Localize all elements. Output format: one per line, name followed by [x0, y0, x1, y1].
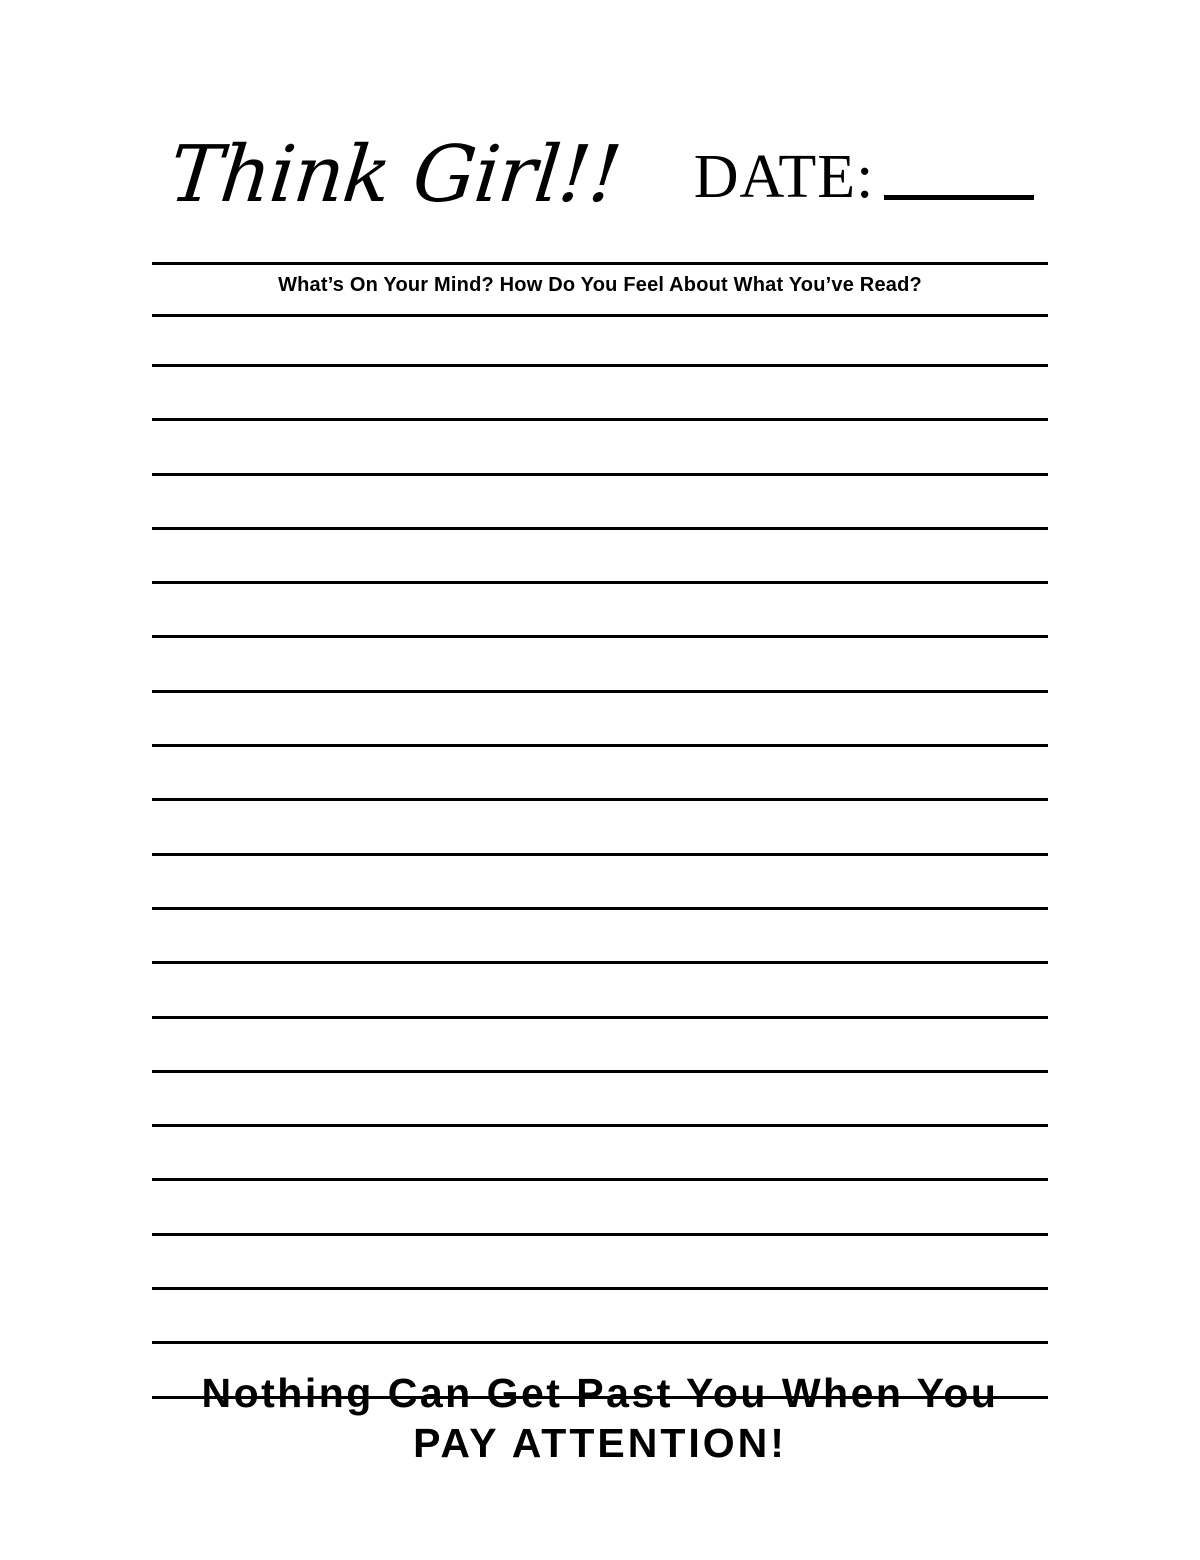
writing-line[interactable]: [152, 581, 1048, 635]
writing-line[interactable]: [152, 961, 1048, 1015]
date-label: DATE:: [693, 143, 875, 211]
writing-line[interactable]: [152, 744, 1048, 798]
writing-lines: [152, 364, 1048, 1399]
prompt-top-divider: [152, 262, 1048, 265]
prompt-text: What’s On Your Mind? How Do You Feel About What You’ve Read?: [278, 274, 922, 296]
date-field-group: [693, 143, 1035, 211]
page-header: [152, 78, 1048, 218]
writing-line[interactable]: [152, 1287, 1048, 1341]
writing-line[interactable]: [152, 798, 1048, 852]
page-title: Think Girl!!: [165, 129, 625, 220]
writing-line[interactable]: [152, 1124, 1048, 1178]
writing-line[interactable]: [152, 853, 1048, 907]
writing-line[interactable]: [152, 1178, 1048, 1232]
footer-line-1: Nothing Can Get Past You When You: [201, 1370, 999, 1416]
prompt-bottom-divider: [152, 314, 1048, 317]
writing-line[interactable]: [152, 1233, 1048, 1287]
writing-line[interactable]: [152, 907, 1048, 961]
writing-line[interactable]: [152, 418, 1048, 472]
writing-line[interactable]: [152, 635, 1048, 689]
footer-line-2: PAY ATTENTION!: [413, 1420, 787, 1467]
writing-line[interactable]: [152, 1016, 1048, 1070]
footer-message: [100, 1368, 1100, 1468]
date-input-line[interactable]: [884, 195, 1034, 200]
writing-line[interactable]: [152, 690, 1048, 744]
writing-line[interactable]: [152, 364, 1048, 418]
writing-line[interactable]: [152, 1070, 1048, 1124]
writing-line[interactable]: [152, 527, 1048, 581]
writing-line[interactable]: [152, 473, 1048, 527]
